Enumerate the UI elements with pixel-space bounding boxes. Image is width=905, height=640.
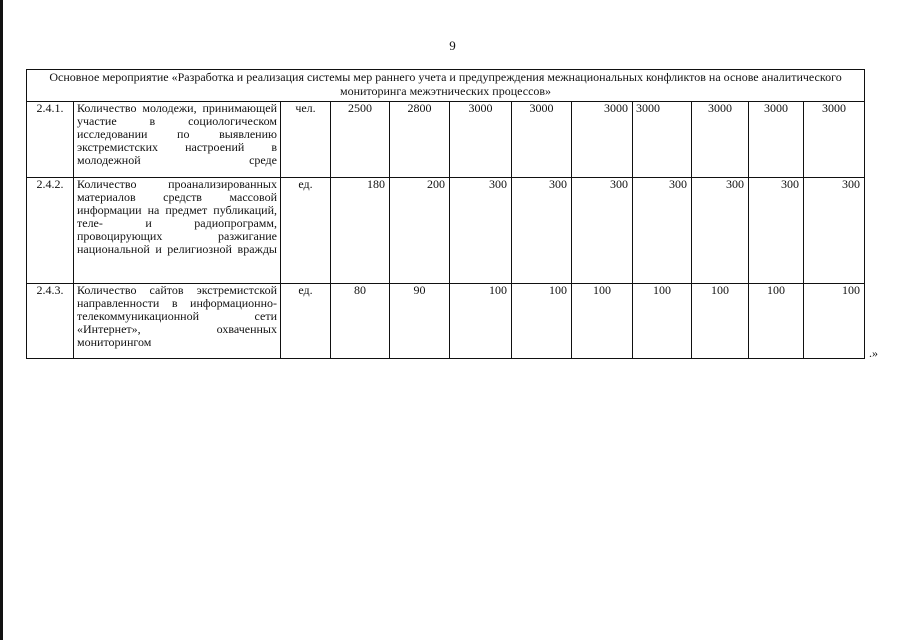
row-value: 300 <box>749 178 804 284</box>
table-row <box>27 178 865 284</box>
row-number: 2.4.2. <box>27 178 74 284</box>
row-value: 100 <box>572 284 633 359</box>
row-value: 200 <box>390 178 450 284</box>
row-unit: ед. <box>281 284 331 359</box>
row-number: 2.4.3. <box>27 284 74 359</box>
row-value: 100 <box>749 284 804 359</box>
row-value: 300 <box>633 178 692 284</box>
row-value: 100 <box>692 284 749 359</box>
row-value: 3000 <box>749 102 804 178</box>
row-description: Количество проанализированных материалов средств массовой информации на предмет публикаций, теле- и радиопрограмм, провоцирующих разжигание национальной и религиозной вражды <box>74 178 281 284</box>
row-value: 100 <box>633 284 692 359</box>
row-value: 2500 <box>331 102 390 178</box>
table-row <box>27 284 865 359</box>
table-heading-row <box>27 70 865 102</box>
row-value: 300 <box>692 178 749 284</box>
row-value: 300 <box>450 178 512 284</box>
row-value: 3000 <box>450 102 512 178</box>
row-description: Количество сайтов экстремистской направленности в информационно-телекоммуникационной сети «Интернет», охваченных мониторингом <box>74 284 281 359</box>
row-value: 100 <box>512 284 572 359</box>
row-value: 3000 <box>512 102 572 178</box>
row-value: 90 <box>390 284 450 359</box>
closing-quote: .» <box>869 346 878 360</box>
page-number: 9 <box>449 38 456 53</box>
main-activity-heading: Основное мероприятие «Разработка и реализация системы мер раннего учета и предупреждения межнациональных конфликтов на основе аналитического мониторинга межэтнических процессов» <box>27 70 865 102</box>
row-value: 3000 <box>692 102 749 178</box>
indicators-table <box>26 69 865 359</box>
row-unit: чел. <box>281 102 331 178</box>
row-number: 2.4.1. <box>27 102 74 178</box>
page-left-border <box>0 0 3 640</box>
row-value: 180 <box>331 178 390 284</box>
row-value: 100 <box>450 284 512 359</box>
row-unit: ед. <box>281 178 331 284</box>
row-value: 3000 <box>633 102 692 178</box>
row-value: 300 <box>572 178 633 284</box>
row-value: 80 <box>331 284 390 359</box>
row-value: 3000 <box>804 102 865 178</box>
row-value: 2800 <box>390 102 450 178</box>
row-value: 3000 <box>572 102 633 178</box>
table-row <box>27 102 865 178</box>
row-value: 300 <box>512 178 572 284</box>
row-value: 300 <box>804 178 865 284</box>
row-value: 100 <box>804 284 865 359</box>
row-description: Количество молодежи, принимающей участие в социологическом исследовании по выявлению экстремистских настроений в молодежной среде <box>74 102 281 178</box>
